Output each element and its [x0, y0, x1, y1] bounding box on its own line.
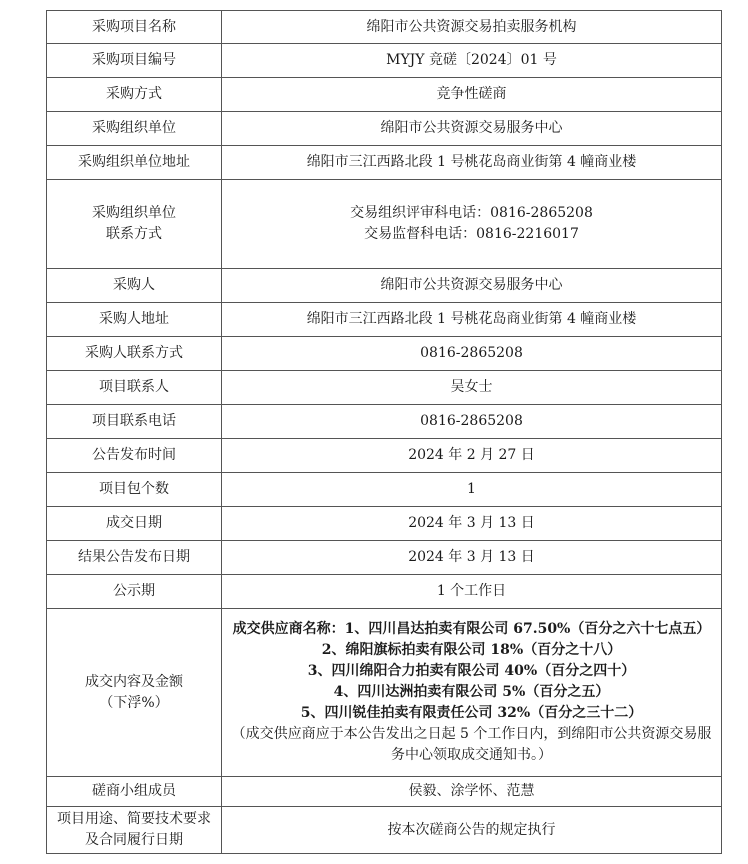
row-label-line: 项目用途、简要技术要求: [57, 811, 211, 827]
table-row: [47, 269, 722, 303]
row-value: 绵阳市公共资源交易拍卖服务机构: [222, 11, 722, 44]
row-value: 2024 年 2 月 27 日: [222, 439, 722, 473]
row-label: 采购项目编号: [47, 44, 222, 78]
table-row: [47, 146, 722, 180]
winning-supplier-line: 5、四川锐佳拍卖有限责任公司 32%（百分之三十二）: [300, 705, 643, 721]
row-value: 1: [222, 473, 722, 507]
table-row: [47, 112, 722, 146]
row-value: MYJY 竞磋〔2024〕01 号: [222, 44, 722, 78]
row-label: 采购方式: [47, 78, 222, 112]
row-label-line: 联系方式: [106, 226, 162, 242]
table-row: [47, 78, 722, 112]
row-label-line: 成交内容及金额: [85, 673, 183, 690]
row-label: 项目包个数: [47, 473, 222, 507]
row-value: 绵阳市公共资源交易服务中心: [222, 269, 722, 303]
table-row: [47, 777, 722, 807]
table-row: [47, 541, 722, 575]
table-row: [47, 473, 722, 507]
award-notice-note: （成交供应商应于本公告发出之日起 5 个工作日内，到绵阳市公共资源交易服务中心领取成交通知书。）: [231, 726, 712, 763]
row-label: 采购人地址: [47, 303, 222, 337]
row-label-line: （下浮%）: [99, 694, 169, 711]
row-value: 按本次磋商公告的规定执行: [222, 807, 722, 854]
procurement-result-table: [46, 10, 722, 854]
row-label: [47, 807, 222, 854]
row-value: 竞争性磋商: [222, 78, 722, 112]
row-label: 结果公告发布日期: [47, 541, 222, 575]
row-label-line: 及合同履行日期: [85, 832, 183, 848]
winning-supplier-line: 4、四川达洲拍卖有限公司 5%（百分之五）: [333, 684, 610, 700]
row-value: 0816-2865208: [222, 405, 722, 439]
row-value: 2024 年 3 月 13 日: [222, 541, 722, 575]
row-label: 项目联系电话: [47, 405, 222, 439]
row-value: [222, 609, 722, 777]
row-label: 采购人联系方式: [47, 337, 222, 371]
row-value: 2024 年 3 月 13 日: [222, 507, 722, 541]
table-row: [47, 439, 722, 473]
row-label: 采购人: [47, 269, 222, 303]
table-row: [47, 405, 722, 439]
row-value: 0816-2865208: [222, 337, 722, 371]
table-row: [47, 371, 722, 405]
contact-phone-line: 交易组织评审科电话：0816-2865208: [350, 205, 593, 221]
row-label: 采购项目名称: [47, 11, 222, 44]
row-label: [47, 180, 222, 269]
row-value: 1 个工作日: [222, 575, 722, 609]
winning-supplier-line: 2、绵阳旗标拍卖有限公司 18%（百分之十八）: [321, 642, 622, 658]
table-row: [47, 11, 722, 44]
winning-supplier-line: 成交供应商名称：1、四川昌达拍卖有限公司 67.50%（百分之六十七点五）: [232, 621, 711, 637]
table-row: [47, 807, 722, 854]
winning-supplier-line: 3、四川绵阳合力拍卖有限公司 40%（百分之四十）: [307, 663, 636, 679]
table-row: [47, 303, 722, 337]
contact-phone-line: 交易监督科电话：0816-2216017: [364, 226, 579, 242]
row-label: 采购组织单位地址: [47, 146, 222, 180]
table-row: [47, 507, 722, 541]
row-label-line: 采购组织单位: [92, 205, 176, 221]
row-value: 侯毅、涂学怀、范慧: [222, 777, 722, 807]
row-label: 项目联系人: [47, 371, 222, 405]
row-value: 绵阳市公共资源交易服务中心: [222, 112, 722, 146]
table-row: [47, 337, 722, 371]
table-row: [47, 575, 722, 609]
row-value: 吴女士: [222, 371, 722, 405]
table-row: [47, 44, 722, 78]
row-value: [222, 180, 722, 269]
row-label: [47, 609, 222, 777]
row-label: 成交日期: [47, 507, 222, 541]
row-label: 公示期: [47, 575, 222, 609]
row-label: 磋商小组成员: [47, 777, 222, 807]
row-label: 采购组织单位: [47, 112, 222, 146]
table-row: [47, 609, 722, 777]
row-value: 绵阳市三江西路北段 1 号桃花岛商业街第 4 幢商业楼: [222, 303, 722, 337]
row-value: 绵阳市三江西路北段 1 号桃花岛商业街第 4 幢商业楼: [222, 146, 722, 180]
row-label: 公告发布时间: [47, 439, 222, 473]
table-row: [47, 180, 722, 269]
